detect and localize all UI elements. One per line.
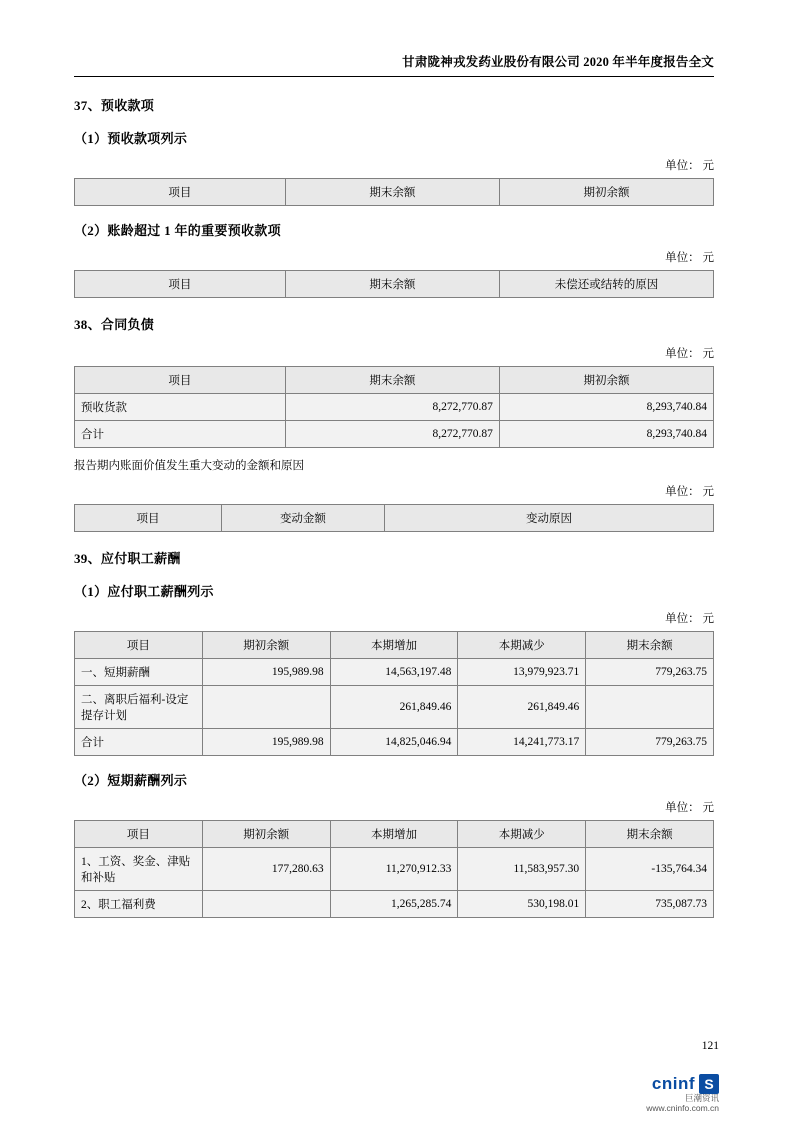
cell-opening: 177,280.63 [202, 848, 330, 891]
th-decrease: 本期减少 [458, 821, 586, 848]
cell-opening: 8,293,740.84 [499, 394, 713, 421]
section-37-title: 37、预收款项 [74, 98, 155, 113]
cell-item: 合计 [75, 729, 203, 756]
table-header-row [75, 179, 714, 206]
th-opening: 期初余额 [499, 367, 713, 394]
table-row [75, 421, 714, 448]
th-decrease: 本期减少 [458, 632, 586, 659]
table-row [75, 394, 714, 421]
table-header-row [75, 367, 714, 394]
table-row [75, 848, 714, 891]
cell-increase: 11,270,912.33 [330, 848, 458, 891]
cell-opening [202, 891, 330, 918]
unit-label-2: 单位： 元 [665, 252, 714, 264]
th-item: 项目 [75, 505, 222, 532]
th-opening: 期初余额 [202, 821, 330, 848]
page-header-text: 甘肃陇神戎发药业股份有限公司 2020 年半年度报告全文 [402, 55, 714, 69]
th-closing: 期末余额 [285, 367, 499, 394]
th-item: 项目 [75, 271, 286, 298]
th-item: 项目 [75, 179, 286, 206]
th-change-amount: 变动金额 [221, 505, 384, 532]
table-contract-liabilities [74, 366, 714, 448]
table-header-row [75, 505, 714, 532]
cell-item: 1、工资、奖金、津贴和补贴 [75, 848, 203, 891]
cell-closing: 735,087.73 [586, 891, 714, 918]
cninfo-url: www.cninfo.com.cn [646, 1103, 719, 1114]
table-header-row [75, 632, 714, 659]
table-header-row [75, 821, 714, 848]
cninfo-logo-icon: S [699, 1074, 719, 1094]
th-item: 项目 [75, 632, 203, 659]
cell-item: 二、离职后福利-设定提存计划 [75, 686, 203, 729]
cell-item: 一、短期薪酬 [75, 659, 203, 686]
section-37-1-title: （1）预收款项列示 [74, 131, 188, 146]
cell-closing: -135,764.34 [586, 848, 714, 891]
cell-decrease: 530,198.01 [458, 891, 586, 918]
table-row [75, 729, 714, 756]
cell-decrease: 14,241,773.17 [458, 729, 586, 756]
section-39-title: 39、应付职工薪酬 [74, 551, 181, 566]
cell-decrease: 11,583,957.30 [458, 848, 586, 891]
unit-label-5: 单位： 元 [665, 613, 714, 625]
cninfo-logo-text: cninf [651, 1073, 695, 1093]
th-increase: 本期增加 [330, 632, 458, 659]
cell-closing [586, 686, 714, 729]
cell-closing: 779,263.75 [586, 729, 714, 756]
table-short-term-compensation [74, 820, 714, 918]
cell-increase: 14,563,197.48 [330, 659, 458, 686]
th-closing: 期末余额 [285, 271, 499, 298]
section-39-1-title: （1）应付职工薪酬列示 [74, 584, 214, 599]
th-closing: 期末余额 [285, 179, 499, 206]
page-number: 121 [701, 1040, 719, 1052]
cell-increase: 1,265,285.74 [330, 891, 458, 918]
cell-increase: 261,849.46 [330, 686, 458, 729]
cell-decrease: 261,849.46 [458, 686, 586, 729]
cell-item: 预收货款 [75, 394, 286, 421]
th-closing: 期末余额 [586, 632, 714, 659]
cell-opening: 8,293,740.84 [499, 421, 713, 448]
section-38-title: 38、合同负债 [74, 317, 155, 332]
cell-item: 2、职工福利费 [75, 891, 203, 918]
cell-opening [202, 686, 330, 729]
footer-logo [646, 1074, 719, 1114]
table-significant-changes [74, 504, 714, 532]
th-item: 项目 [75, 367, 286, 394]
unit-label-1: 单位： 元 [665, 160, 714, 172]
th-reason: 未偿还或结转的原因 [499, 271, 713, 298]
cell-item: 合计 [75, 421, 286, 448]
table-row [75, 891, 714, 918]
th-closing: 期末余额 [586, 821, 714, 848]
section-39-2-title: （2）短期薪酬列示 [74, 773, 188, 788]
table-aging-advance-receipts [74, 270, 714, 298]
cninfo-logo-cn: 巨潮资讯 [684, 1093, 719, 1103]
th-change-reason: 变动原因 [384, 505, 713, 532]
table-header-row [75, 271, 714, 298]
table-employee-compensation [74, 631, 714, 756]
table-advance-receipts [74, 178, 714, 206]
th-increase: 本期增加 [330, 821, 458, 848]
cell-closing: 8,272,770.87 [285, 421, 499, 448]
section-37-2-title: （2）账龄超过 1 年的重要预收款项 [74, 223, 281, 238]
section-38-note: 报告期内账面价值发生重大变动的金额和原因 [74, 460, 304, 472]
unit-label-4: 单位： 元 [665, 486, 714, 498]
table-row [75, 659, 714, 686]
cell-opening: 195,989.98 [202, 659, 330, 686]
table-row [75, 686, 714, 729]
page-content [74, 52, 714, 918]
cell-increase: 14,825,046.94 [330, 729, 458, 756]
cell-opening: 195,989.98 [202, 729, 330, 756]
unit-label-3: 单位： 元 [665, 348, 714, 360]
unit-label-6: 单位： 元 [665, 802, 714, 814]
cell-decrease: 13,979,923.71 [458, 659, 586, 686]
th-item: 项目 [75, 821, 203, 848]
th-opening: 期初余额 [202, 632, 330, 659]
cell-closing: 8,272,770.87 [285, 394, 499, 421]
cell-closing: 779,263.75 [586, 659, 714, 686]
header-divider [74, 76, 714, 77]
th-opening: 期初余额 [499, 179, 713, 206]
